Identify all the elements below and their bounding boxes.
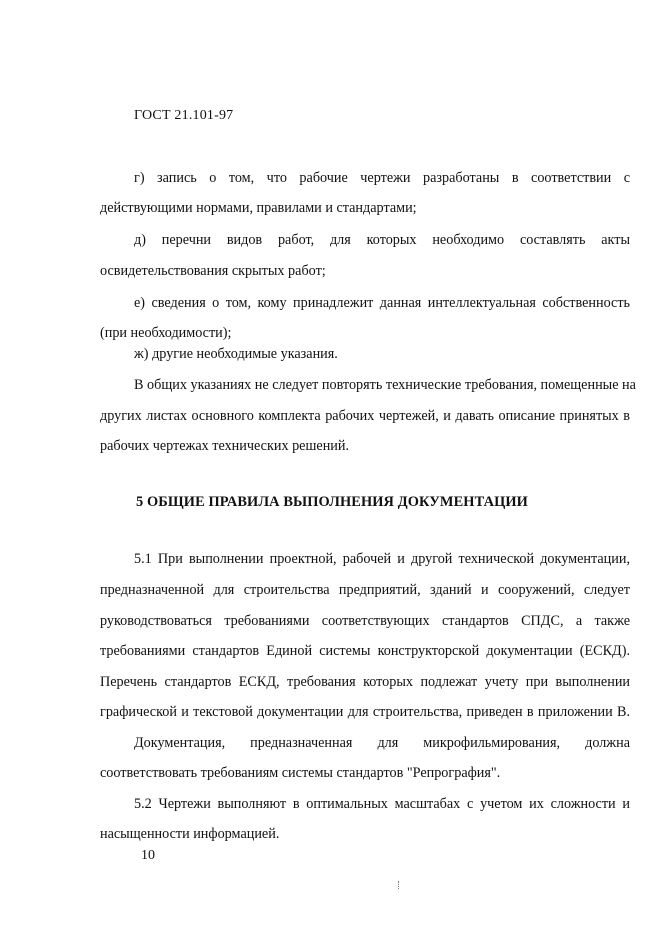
general-note-line3: рабочих чертежах технических решений. — [100, 438, 350, 454]
page-number: 10 — [141, 848, 155, 863]
scan-speck — [398, 881, 400, 889]
para-5-1-line5: Перечень стандартов ЕСКД, требования которых подлежат учету при выполнении — [100, 674, 630, 690]
para-microfilm-line2: соответствовать требованиям системы стандартов "Репрография". — [100, 765, 501, 781]
document-code: ГОСТ 21.101-97 — [134, 108, 234, 123]
para-5-1-line2: предназначенной для строительства предприятий, зданий и сооружений, следует — [100, 582, 630, 598]
para-5-1-line3: руководствоваться требованиями соответствующих стандартов СПДС, а также — [100, 613, 630, 629]
para-5-1-line4: требованиями стандартов Единой системы конструкторской документации (ЕСКД). — [100, 643, 630, 659]
list-item-zh-line1: ж) другие необходимые указания. — [134, 346, 338, 362]
general-note-line1: В общих указаниях не следует повторять технические требования, помещенные на — [134, 377, 636, 393]
list-item-d-line2: освидетельствования скрытых работ; — [100, 263, 326, 279]
para-5-2-line2: насыщенности информацией. — [100, 826, 280, 842]
list-item-e-line2: (при необходимости); — [100, 325, 232, 341]
para-5-2-line1: 5.2 Чертежи выполняют в оптимальных масштабах с учетом их сложности и — [134, 796, 630, 812]
list-item-g-line2: действующими нормами, правилами и стандартами; — [100, 200, 417, 216]
para-5-1-line1: 5.1 При выполнении проектной, рабочей и другой технической документации, — [134, 551, 630, 567]
list-item-e-line1: е) сведения о том, кому принадлежит данная интеллектуальная собственность — [134, 295, 630, 311]
para-5-1-line6: графической и текстовой документации для строительства, приведен в приложении В. — [100, 704, 630, 720]
general-note-line2: других листах основного комплекта рабочих чертежей, и давать описание принятых в — [100, 408, 630, 424]
para-microfilm-line1: Документация, предназначенная для микрофильмирования, должна — [134, 735, 630, 751]
section-heading: 5 ОБЩИЕ ПРАВИЛА ВЫПОЛНЕНИЯ ДОКУМЕНТАЦИИ — [136, 494, 528, 510]
list-item-g-line1: г) запись о том, что рабочие чертежи разработаны в соответствии с — [134, 170, 630, 186]
list-item-d-line1: д) перечни видов работ, для которых необходимо составлять акты — [134, 232, 630, 248]
